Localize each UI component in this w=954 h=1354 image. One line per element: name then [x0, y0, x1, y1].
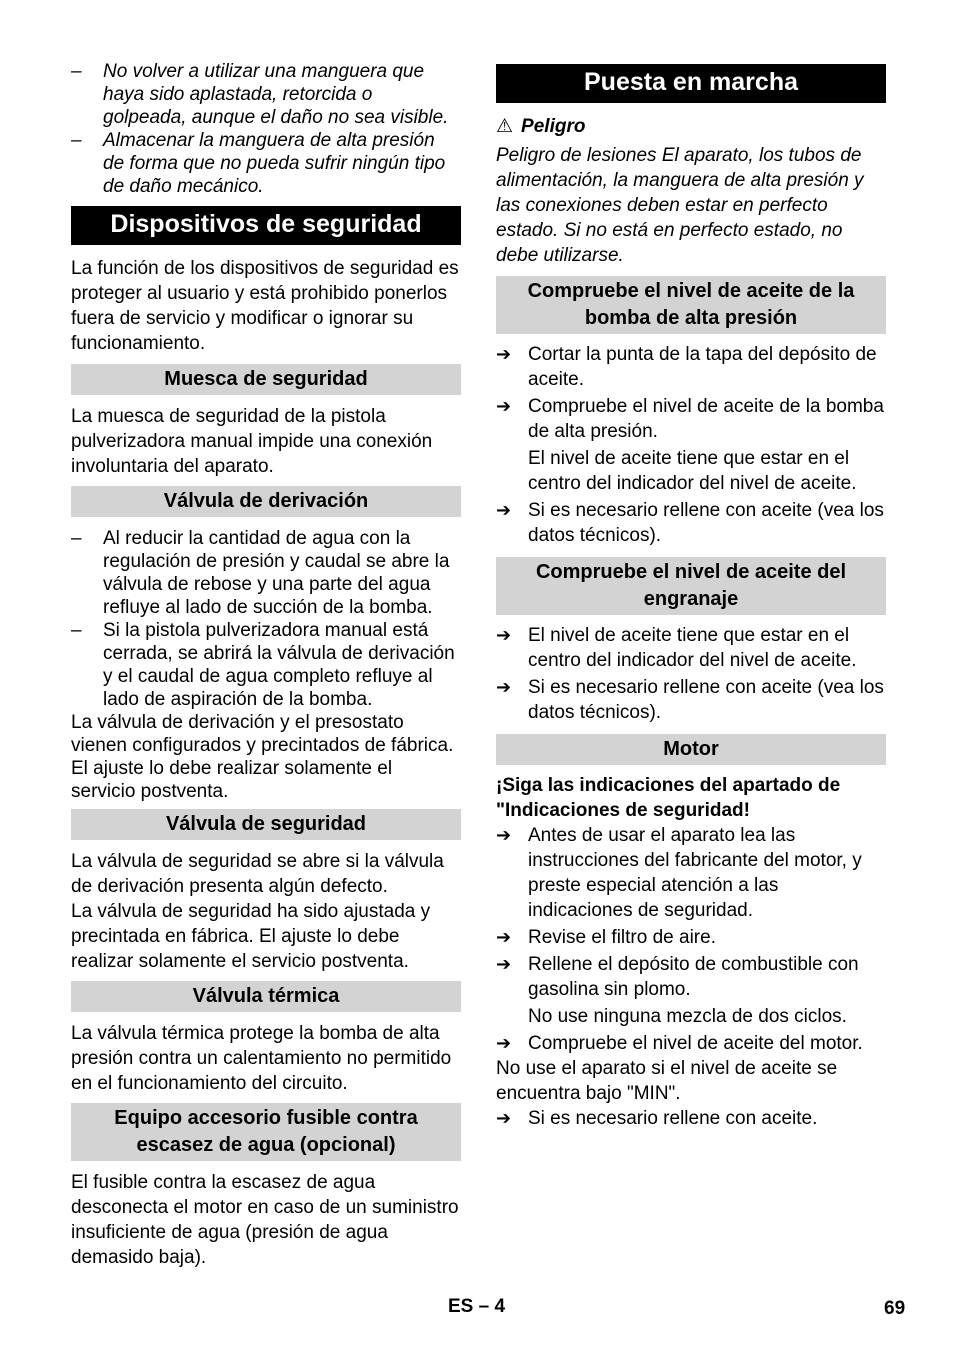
safety-notch-heading: Muesca de seguridad — [71, 364, 461, 395]
thermal-valve-heading: Válvula térmica — [71, 981, 461, 1012]
pump-oil-subtext: El nivel de aceite tiene que estar en el centro del indicador del nivel de aceite. — [528, 448, 857, 494]
arrow-icon: ➔ — [496, 396, 512, 416]
page-number: 69 — [884, 1298, 906, 1319]
left-column — [71, 60, 461, 1270]
list-item: ➔ Antes de usar el aparato lea las instrucciones del fabricante del motor, y preste especial atención a las indicaciones de seguridad. — [496, 825, 862, 921]
warning-triangle-icon: ⚠ — [496, 116, 514, 137]
right-column — [496, 64, 886, 1131]
list-item: – No volver a utilizar una manguera que haya sido aplastada, retorcida o golpeada, aunque el daño no sea visible. — [71, 60, 461, 129]
list-item: ➔ Revise el filtro de aire. — [496, 927, 716, 948]
pump-oil-list — [496, 342, 886, 548]
safety-devices-text: La función de los dispositivos de seguridad es proteger al usuario y está prohibido ponerlos fuera de servicio y modificar o ignorar su funcionamiento. — [71, 258, 459, 354]
list-item: ➔ Si es necesario rellene con aceite (vea los datos técnicos). — [496, 677, 884, 723]
list-item: – Almacenar la manguera de alta presión de forma que no pueda sufrir ningún tipo de daño mecánico. — [71, 129, 461, 198]
arrow-icon: ➔ — [496, 625, 512, 645]
list-item: ➔ Cortar la punta de la tapa del depósito de aceite. — [496, 344, 877, 390]
footer-language-page: ES – 4 — [448, 1296, 506, 1317]
bypass-valve-text: La válvula de derivación y el presostato vienen configurados y precintados de fábrica. El ajuste lo debe realizar solamente el servicio postventa. — [71, 712, 454, 802]
danger-label — [496, 114, 886, 139]
pump-oil-heading: Compruebe el nivel de aceite de la bomba de alta presión — [496, 276, 886, 334]
startup-heading: Puesta en marcha — [496, 64, 886, 103]
water-fuse-text: El fusible contra la escasez de agua desconecta el motor en caso de un suministro insuficiente de agua (presión de agua demasido baja). — [71, 1172, 459, 1268]
safety-valve-heading: Válvula de seguridad — [71, 809, 461, 840]
safety-valve-text-1: La válvula de seguridad se abre si la válvula de derivación presenta algún defecto. — [71, 851, 444, 897]
water-fuse-heading: Equipo accesorio fusible contra escasez de agua (opcional) — [71, 1103, 461, 1161]
list-item: ➔ Compruebe el nivel de aceite del motor. — [496, 1033, 863, 1054]
motor-subtext: No use ninguna mezcla de dos ciclos. — [528, 1006, 847, 1027]
arrow-icon: ➔ — [496, 954, 512, 974]
motor-list — [496, 823, 886, 1056]
safety-valve-text-2: La válvula de seguridad ha sido ajustada y precintada en fábrica. El ajuste lo debe realizar solamente el servicio postventa. — [71, 901, 431, 972]
motor-heading: Motor — [496, 734, 886, 765]
list-item: ➔ Compruebe el nivel de aceite de la bomba de alta presión. El nivel de aceite tiene que estar en el centro del indicador del nivel de aceite. — [496, 394, 886, 496]
list-item: – Si la pistola pulverizadora manual está cerrada, se abrirá la válvula de derivación y el caudal de agua completo refluye al lado de aspiración de la bomba. — [71, 619, 461, 711]
arrow-icon: ➔ — [496, 1033, 512, 1053]
list-item: ➔ El nivel de aceite tiene que estar en el centro del indicador del nivel de aceite. — [496, 625, 857, 671]
gear-oil-list — [496, 623, 886, 725]
gear-oil-heading: Compruebe el nivel de aceite del engranaje — [496, 557, 886, 615]
arrow-icon: ➔ — [496, 825, 512, 845]
safety-notch-text: La muesca de seguridad de la pistola pulverizadora manual impide una conexión involuntaria del aparato. — [71, 406, 433, 477]
danger-label-text: Peligro — [521, 116, 586, 137]
safety-devices-heading: Dispositivos de seguridad — [71, 206, 461, 245]
intro-list — [71, 60, 461, 198]
danger-text: Peligro de lesiones El aparato, los tubos de alimentación, la manguera de alta presión y las conexiones deben estar en perfecto estado. Si no está en perfecto estado, no debe utilizarse. — [496, 145, 864, 266]
list-item: – Al reducir la cantidad de agua con la regulación de presión y caudal se abre la válvula de rebose y una parte del agua refluye al lado de succión de la bomba. — [71, 527, 461, 619]
motor-notice: ¡Siga las indicaciones del apartado de "Indicaciones de seguridad! — [496, 775, 841, 821]
arrow-icon: ➔ — [496, 927, 512, 947]
list-item: ➔ Si es necesario rellene con aceite (vea los datos técnicos). — [496, 500, 884, 546]
thermal-valve-text: La válvula térmica protege la bomba de alta presión contra un calentamiento no permitido en el funcionamiento del circuito. — [71, 1023, 452, 1094]
arrow-icon: ➔ — [496, 344, 512, 364]
list-item: ➔ Rellene el depósito de combustible con gasolina sin plomo. No use ninguna mezcla de dos ciclos. — [496, 952, 886, 1029]
arrow-icon: ➔ — [496, 677, 512, 697]
bypass-valve-list — [71, 527, 461, 711]
motor-last-list — [496, 1106, 886, 1131]
arrow-icon: ➔ — [496, 500, 512, 520]
bypass-valve-heading: Válvula de derivación — [71, 486, 461, 517]
arrow-icon: ➔ — [496, 1108, 512, 1128]
motor-text: No use el aparato si el nivel de aceite se encuentra bajo "MIN". — [496, 1058, 838, 1104]
list-item: ➔ Si es necesario rellene con aceite. — [496, 1108, 818, 1129]
